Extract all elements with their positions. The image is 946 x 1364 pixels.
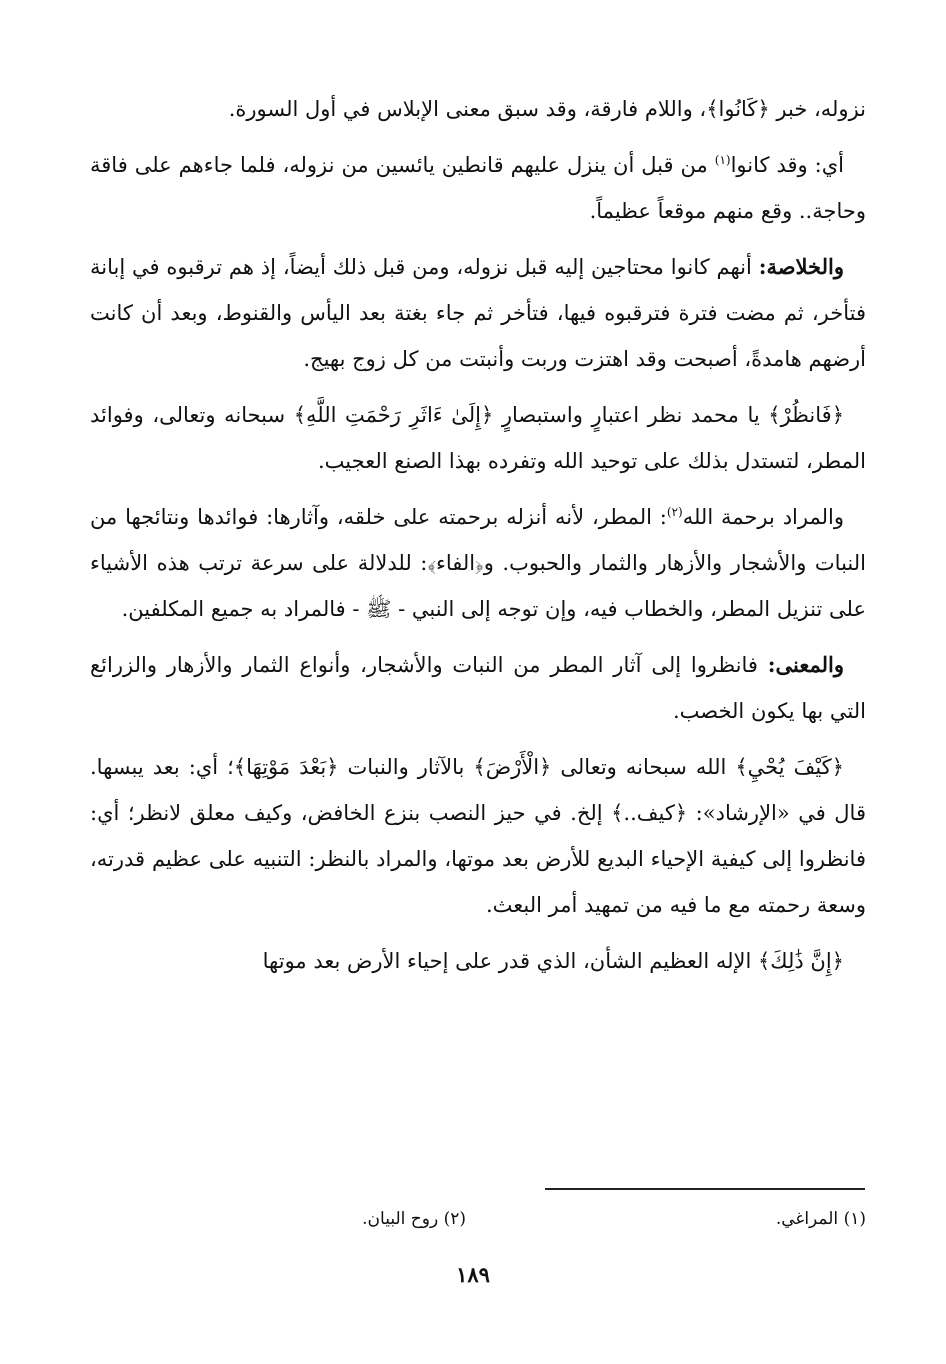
summary-heading: والخلاصة: xyxy=(758,254,844,279)
paragraph-1 xyxy=(90,86,866,132)
footnote-1-text: المراغي. xyxy=(775,1209,839,1229)
paragraph-2 xyxy=(90,142,866,234)
paragraph-6 xyxy=(90,642,866,734)
footnote-2 xyxy=(362,1204,466,1234)
paragraph-2-text: من قبل أن ينزل عليهم قانطين يائسين من نزوله، فلما جاءهم على فاقة وحاجة.. وقع منهم موقعاً عظيماً. xyxy=(90,153,866,223)
footnote-ref-1[interactable]: (١) xyxy=(714,153,731,167)
paragraph-3-text: أنهم كانوا محتاجين إليه قبل نزوله، ومن قبل ذلك أيضاً، إذ هم ترقبوه في إبانة فتأخر، ثم مضت فترة فترقبوه فيها، فتأخر ثم جاء بغتة بعد اليأس والقنوط، وبعد أن كانت أرضهم هامدةً، أصبحت وقد اهتزت وربت وأنبتت من كل زوج بهيج. xyxy=(90,255,866,371)
paragraph-3 xyxy=(90,244,866,382)
footnote-2-marker: (٢) xyxy=(443,1209,466,1229)
paragraph-8-text: ﴿إِنَّ ذَٰلِكَ﴾ الإله العظيم الشأن، الذي قدر على إحياء الأرض بعد موتها xyxy=(262,949,844,973)
footnote-1-marker: (١) xyxy=(843,1209,866,1229)
paragraph-2-text-start: أي: وقد كانوا xyxy=(730,153,845,177)
page-body xyxy=(90,86,866,994)
paragraph-1-text: نزوله، خبر ﴿كَانُوا﴾، واللام فارقة، وقد سبق معنى الإبلاس في أول السورة. xyxy=(228,97,866,121)
paragraph-4 xyxy=(90,392,866,484)
paragraph-8 xyxy=(90,938,866,984)
footnote-1 xyxy=(776,1204,866,1234)
paragraph-7 xyxy=(90,744,866,928)
paragraph-5-text-start: والمراد برحمة الله xyxy=(682,505,844,529)
paragraph-5-text: : المطر، لأنه أنزله برحمته على خلقه، وآثارها: فوائدها ونتائجها من النبات والأشجار والأزهار والثمار والحبوب. و﴿الفاء﴾: للدلالة على سرعة ترتب هذه الأشياء على تنزيل المطر، والخطاب فيه، وإن توجه إلى النبي - ﷺ - فالمراد به جميع المكلفين. xyxy=(90,505,866,621)
paragraph-7-text: ﴿كَيْفَ يُحْيِ﴾ الله سبحانه وتعالى ﴿الْأَرْضَ﴾ بالآثار والنبات ﴿بَعْدَ مَوْتِهَا﴾؛ أي: بعد يبسها. قال في «الإرشاد»: ﴿كيف..﴾ إلخ. في حيز النصب بنزع الخافض، وكيف معلق لانظر؛ أي: فانظروا إلى كيفية الإحياء البديع للأرض بعد موتها، والمراد بالنظر: التنبيه على عظيم قدرته، وسعة رحمته مع ما فيه من تمهيد أمر البعث. xyxy=(90,755,866,917)
paragraph-4-text: ﴿فَانظُرْ﴾ يا محمد نظر اعتبارٍ واستبصارٍ ﴿إِلَىٰ ءَاثَرِ رَحْمَتِ اللَّهِ﴾ سبحانه وتعالى، وفوائد المطر، لتستدل بذلك على توحيد الله وتفرده بهذا الصنع العجيب. xyxy=(90,403,866,473)
footnote-divider xyxy=(545,1188,865,1190)
paragraph-6-text: فانظروا إلى آثار المطر من النبات والأشجار، وأنواع الثمار والأزهار والزرائع التي بها يكون الخصب. xyxy=(90,653,866,723)
footnote-ref-2[interactable]: (٢) xyxy=(666,505,683,519)
paragraph-5 xyxy=(90,494,866,632)
meaning-heading: والمعنى: xyxy=(767,652,844,677)
footnote-2-text: روح البيان. xyxy=(362,1209,439,1229)
page-number: ١٨٩ xyxy=(456,1262,490,1287)
